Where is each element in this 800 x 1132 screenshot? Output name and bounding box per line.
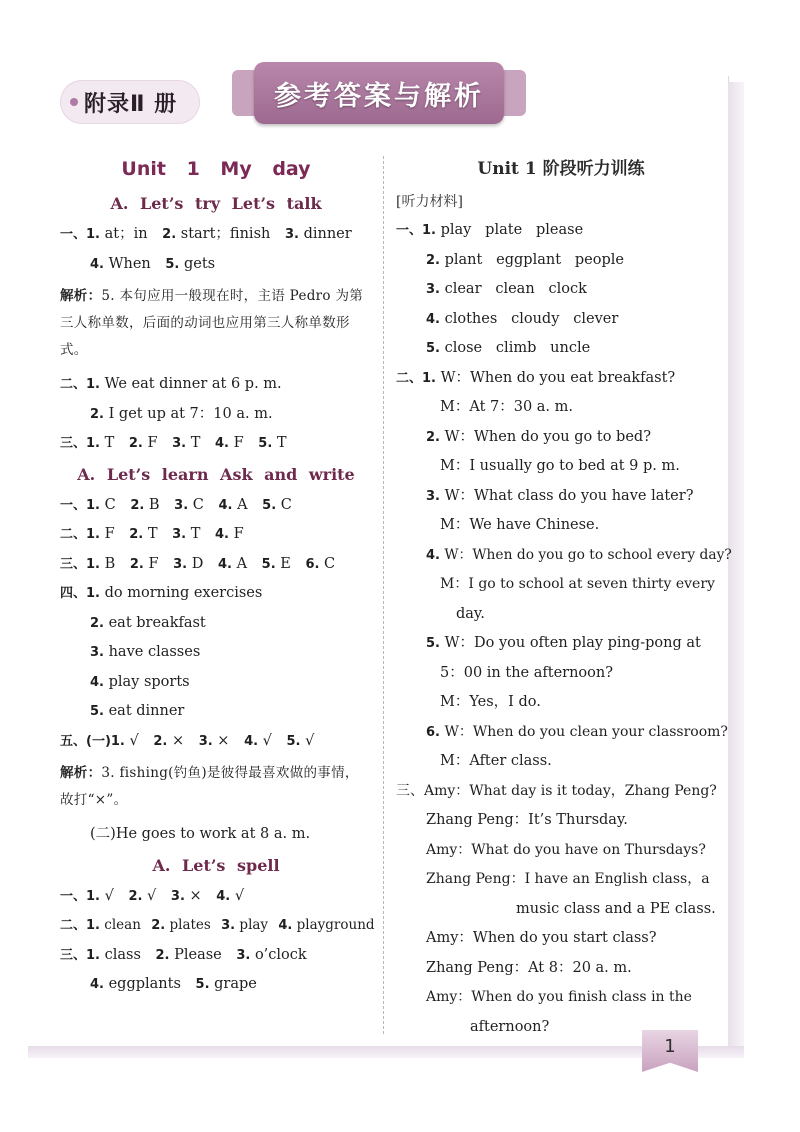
page-title: 参考答案与解析 (274, 81, 484, 112)
appendix-badge-label: 附录Ⅱ 册 (84, 92, 178, 117)
unit-title-left: Unit 1 My day (121, 158, 311, 180)
transcript-row: Amy：When do you finish class in the (426, 989, 692, 1005)
transcript-row: M：After class. (440, 753, 552, 769)
answer-row: 一、1. C 2. B 3. C 4. A 5. C (60, 496, 292, 513)
badge-dot-icon (70, 98, 78, 106)
transcript-row: day. (456, 605, 485, 622)
answer-row: 3. have classes (90, 644, 201, 660)
answer-row: 五、(一)1. √ 2. × 3. × 4. √ 5. √ (60, 732, 315, 749)
explanation-label: 解析： (60, 288, 102, 304)
listening-material-label: [听力材料] (396, 194, 463, 210)
transcript-row: Amy：When do you start class? (426, 930, 657, 946)
transcript-row: M：We have Chinese. (440, 517, 600, 533)
answer-row: 4. play sports (90, 673, 190, 690)
answer-row: 二、1. F 2. T 3. T 4. F (60, 526, 244, 542)
left-column (60, 150, 375, 1000)
transcript-row: M：I usually go to bed at 9 p. m. (440, 458, 680, 474)
answer-row: 三、1. class 2. Please 3. o’clock (60, 946, 307, 963)
transcript-row: music class and a PE class. (516, 900, 716, 917)
answer-row: 2. I get up at 7：10 a. m. (90, 405, 273, 422)
transcript-row: M：I go to school at seven thirty every (440, 576, 715, 592)
answer-row: 二、1. We eat dinner at 6 p. m. (60, 376, 282, 392)
answer-row: 一、1. √ 2. √ 3. × 4. √ (60, 887, 245, 904)
transcript-row: 二、1. W：When do you eat breakfast? (396, 369, 676, 386)
explanation-label: 解析： (60, 765, 102, 781)
answer-row: 二、1. clean 2. plates 3. play 4. playground (60, 917, 375, 933)
transcript-row: 3. clear clean clock (426, 281, 587, 297)
transcript-row: M：Yes，I do. (440, 694, 541, 710)
explanation-text: 5. 本句应用一般现在时，主语 Pedro 为第三人称单数，后面的动词也应用第三人称单数形式。 (60, 288, 364, 358)
transcript-row: 一、1. play plate please (396, 222, 584, 238)
section-heading-learn-ask: A. Let’s learn Ask and write (77, 464, 355, 484)
page-edge-bottom (28, 1046, 744, 1058)
column-divider (383, 156, 384, 1034)
answer-row: 四、1. do morning exercises (60, 585, 263, 601)
transcript-row: 5. W：Do you often play ping-pong at (426, 635, 701, 651)
transcript-row: afternoon? (470, 1018, 550, 1035)
explanation-block (60, 279, 372, 370)
explanation-text: 3. fishing(钓鱼)是彼得最喜欢做的事情，故打“×”。 (60, 765, 359, 808)
transcript-row: Zhang Peng：It’s Thursday. (426, 812, 628, 828)
explanation-block (60, 756, 372, 820)
answer-row: 2. eat breakfast (90, 614, 206, 631)
transcript-row: 5：00 in the afternoon? (440, 664, 613, 681)
answer-row: 5. eat dinner (90, 703, 185, 719)
transcript-row: 5. close climb uncle (426, 340, 591, 356)
title-ribbon (232, 54, 526, 132)
transcript-row: 6. W：When do you clean your classroom? (426, 723, 728, 740)
answer-row: 4. eggplants 5. grape (90, 976, 257, 992)
transcript-row: Zhang Peng：At 8：20 a. m. (426, 959, 632, 976)
transcript-row: 2. W：When do you go to bed? (426, 428, 651, 445)
unit-title-right: Unit 1 阶段听力训练 (477, 159, 645, 179)
transcript-row: 3. W：What class do you have later? (426, 487, 694, 504)
transcript-row: 4. W：When do you go to school every day? (426, 546, 732, 563)
answer-row: 一、1. at；in 2. start；finish 3. dinner (60, 226, 352, 242)
transcript-row: Zhang Peng：I have an English class，a (426, 871, 710, 887)
transcript-row: 4. clothes cloudy clever (426, 310, 619, 327)
transcript-row: M：At 7：30 a. m. (440, 399, 574, 415)
answer-row: 4. When 5. gets (90, 255, 216, 272)
transcript-row: 三、Amy：What day is it today，Zhang Peng? (396, 782, 717, 799)
answer-row: (二)He goes to work at 8 a. m. (90, 826, 311, 842)
answer-row: 三、1. T 2. F 3. T 4. F 5. T (60, 435, 287, 451)
section-heading-try-talk: A. Let’s try Let’s talk (110, 194, 322, 213)
transcript-row: Amy：What do you have on Thursdays? (426, 841, 706, 858)
page-number: 1 (664, 1036, 676, 1057)
appendix-badge (60, 80, 200, 124)
transcript-row: 2. plant eggplant people (426, 251, 624, 268)
right-column (396, 150, 732, 1042)
answer-row: 三、1. B 2. F 3. D 4. A 5. E 6. C (60, 555, 336, 572)
section-heading-spell: A. Let’s spell (152, 855, 280, 875)
